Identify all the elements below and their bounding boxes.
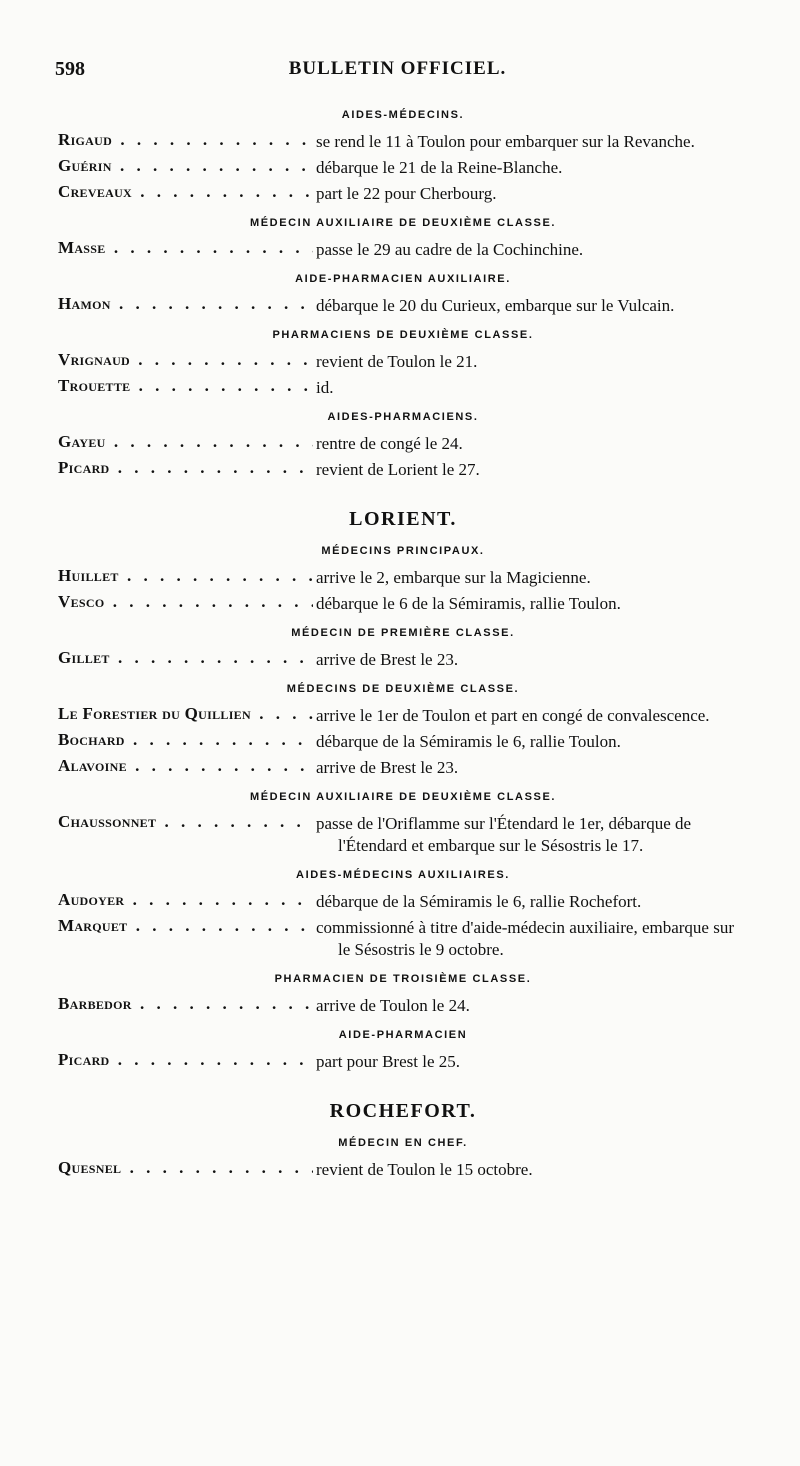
section-heading: PHARMACIENS DE DEUXIÈME CLASSE. bbox=[272, 329, 534, 341]
entry-name: Guérin . . . bbox=[58, 156, 313, 176]
section-12 bbox=[58, 1020, 748, 1076]
section-heading: MÉDECIN DE PREMIÈRE CLASSE. bbox=[291, 627, 515, 639]
entry-name: Creveaux . . . bbox=[58, 182, 313, 202]
entry-text: passe le 29 au cadre de la Cochinchine. bbox=[316, 240, 584, 259]
entry-row bbox=[58, 812, 748, 860]
entry-row bbox=[58, 592, 748, 618]
entry-description bbox=[316, 994, 748, 1020]
entry-name: Barbedor . . . bbox=[58, 994, 313, 1014]
entry-row bbox=[58, 376, 748, 402]
entry-row bbox=[58, 994, 748, 1020]
section-heading: AIDE-PHARMACIEN AUXILIAIRE. bbox=[295, 273, 511, 285]
entry-description bbox=[316, 1158, 748, 1184]
entry-description bbox=[316, 376, 748, 402]
entry-text: part pour Brest le 25. bbox=[316, 1052, 460, 1071]
entry-text: id. bbox=[316, 378, 334, 397]
entry-text: arrive de Brest le 23. bbox=[316, 650, 459, 669]
entry-row bbox=[58, 756, 748, 782]
entry-row bbox=[58, 566, 748, 592]
entry-name: Vrignaud . . . bbox=[58, 350, 313, 370]
entry-text: débarque de la Sémiramis le 6, rallie Toulon. bbox=[316, 732, 621, 751]
entry-name: Chaussonnet . . . bbox=[58, 812, 313, 832]
entry-text: arrive le 1er de Toulon et part en congé de convalescence. bbox=[316, 706, 710, 725]
entry-text: revient de Lorient le 27. bbox=[316, 460, 480, 479]
entry-description bbox=[316, 294, 748, 320]
entry-text: arrive de Toulon le 24. bbox=[316, 996, 470, 1015]
section-9 bbox=[58, 782, 748, 860]
entry-text: débarque le 21 de la Reine-Blanche. bbox=[316, 158, 563, 177]
entry-name: Marquet . . . bbox=[58, 916, 313, 936]
entry-description bbox=[316, 916, 748, 964]
entry-description bbox=[316, 730, 748, 756]
entry-name: Quesnel . . . bbox=[58, 1158, 313, 1178]
section-heading: MÉDECIN EN CHEF. bbox=[338, 1137, 468, 1149]
entry-text: arrive de Brest le 23. bbox=[316, 758, 459, 777]
entry-row bbox=[58, 182, 748, 208]
section-heading: AIDE-PHARMACIEN bbox=[338, 1029, 468, 1041]
entry-name: Trouette . . . bbox=[58, 376, 313, 396]
entry-row bbox=[58, 294, 748, 320]
entry-text: commissionné à titre d'aide-médecin auxiliaire, embarque sur le Sésostris le 9 octobre. bbox=[316, 918, 734, 959]
section-13 bbox=[58, 1094, 748, 1128]
entry-description bbox=[316, 756, 748, 782]
entry-description bbox=[316, 130, 748, 156]
entry-description bbox=[316, 566, 748, 592]
entry-text: débarque le 20 du Curieux, embarque sur le Vulcain. bbox=[316, 296, 675, 315]
entry-name: Alavoine . . . bbox=[58, 756, 313, 776]
entry-text: arrive le 2, embarque sur la Magicienne. bbox=[316, 568, 591, 587]
entry-name: Huillet . . . bbox=[58, 566, 313, 586]
entry-name: Gayeu . . . bbox=[58, 432, 313, 452]
entry-description bbox=[316, 592, 748, 618]
entry-text: se rend le 11 à Toulon pour embarquer sur la Revanche. bbox=[316, 132, 695, 151]
section-heading: AIDES-MÉDECINS AUXILIAIRES. bbox=[296, 869, 510, 881]
section-heading: AIDES-MÉDECINS. bbox=[341, 109, 465, 121]
city-heading: LORIENT. bbox=[349, 508, 457, 530]
entry-text: rentre de congé le 24. bbox=[316, 434, 463, 453]
entry-name: Audoyer . . . bbox=[58, 890, 313, 910]
entry-description bbox=[316, 156, 748, 182]
document-body bbox=[58, 100, 748, 1184]
entry-name: Gillet . . . bbox=[58, 648, 313, 668]
entry-row bbox=[58, 432, 748, 458]
entry-row bbox=[58, 1050, 748, 1076]
page-number: 598 bbox=[55, 58, 85, 80]
entry-row bbox=[58, 1158, 748, 1184]
entry-name: Vesco . . . bbox=[58, 592, 313, 612]
section-10 bbox=[58, 860, 748, 964]
section-11 bbox=[58, 964, 748, 1020]
section-8 bbox=[58, 674, 748, 782]
section-heading: MÉDECINS PRINCIPAUX. bbox=[321, 545, 485, 557]
entry-row bbox=[58, 916, 748, 964]
section-heading: AIDES-PHARMACIENS. bbox=[327, 411, 479, 423]
entry-row bbox=[58, 350, 748, 376]
section-7 bbox=[58, 618, 748, 674]
entry-name: Picard . . . bbox=[58, 1050, 313, 1070]
entry-description bbox=[316, 812, 748, 860]
entry-description bbox=[316, 182, 748, 208]
section-2 bbox=[58, 264, 748, 320]
section-5 bbox=[58, 502, 748, 536]
entry-row bbox=[58, 730, 748, 756]
entry-text: passe de l'Oriflamme sur l'Étendard le 1er, débarque de l'Étendard et embarque sur le Sésostris le 17. bbox=[316, 814, 692, 855]
entry-name: Le Forestier du Quillien . . . bbox=[58, 704, 313, 724]
section-14 bbox=[58, 1128, 748, 1184]
section-6 bbox=[58, 536, 748, 618]
entry-row bbox=[58, 458, 748, 484]
section-heading: MÉDECIN AUXILIAIRE DE DEUXIÈME CLASSE. bbox=[249, 217, 557, 229]
entry-row bbox=[58, 648, 748, 674]
entry-name: Hamon . . . bbox=[58, 294, 313, 314]
entry-description bbox=[316, 238, 748, 264]
entry-description bbox=[316, 648, 748, 674]
entry-row bbox=[58, 130, 748, 156]
entry-name: Rigaud . . . bbox=[58, 130, 313, 150]
page-header bbox=[55, 58, 740, 88]
entry-text: débarque de la Sémiramis le 6, rallie Rochefort. bbox=[316, 892, 642, 911]
entry-description bbox=[316, 1050, 748, 1076]
entry-description bbox=[316, 432, 748, 458]
entry-text: débarque le 6 de la Sémiramis, rallie Toulon. bbox=[316, 594, 621, 613]
city-heading: ROCHEFORT. bbox=[329, 1100, 477, 1122]
entry-text: revient de Toulon le 21. bbox=[316, 352, 478, 371]
entry-description bbox=[316, 458, 748, 484]
entry-name: Picard . . . bbox=[58, 458, 313, 478]
section-3 bbox=[58, 320, 748, 402]
entry-name: Masse . . . bbox=[58, 238, 313, 258]
section-heading: PHARMACIEN DE TROISIÈME CLASSE. bbox=[274, 973, 532, 985]
entry-description bbox=[316, 890, 748, 916]
section-heading: MÉDECINS DE DEUXIÈME CLASSE. bbox=[286, 683, 520, 695]
entry-row bbox=[58, 704, 748, 730]
entry-description bbox=[316, 350, 748, 376]
entry-name: Bochard . . . bbox=[58, 730, 313, 750]
entry-text: part le 22 pour Cherbourg. bbox=[316, 184, 497, 203]
section-0 bbox=[58, 100, 748, 208]
section-4 bbox=[58, 402, 748, 484]
entry-row bbox=[58, 156, 748, 182]
entry-row bbox=[58, 890, 748, 916]
entry-description bbox=[316, 704, 748, 730]
entry-text: revient de Toulon le 15 octobre. bbox=[316, 1160, 533, 1179]
running-title: BULLETIN OFFICIEL. bbox=[288, 58, 507, 79]
entry-row bbox=[58, 238, 748, 264]
section-heading: MÉDECIN AUXILIAIRE DE DEUXIÈME CLASSE. bbox=[249, 791, 557, 803]
section-1 bbox=[58, 208, 748, 264]
